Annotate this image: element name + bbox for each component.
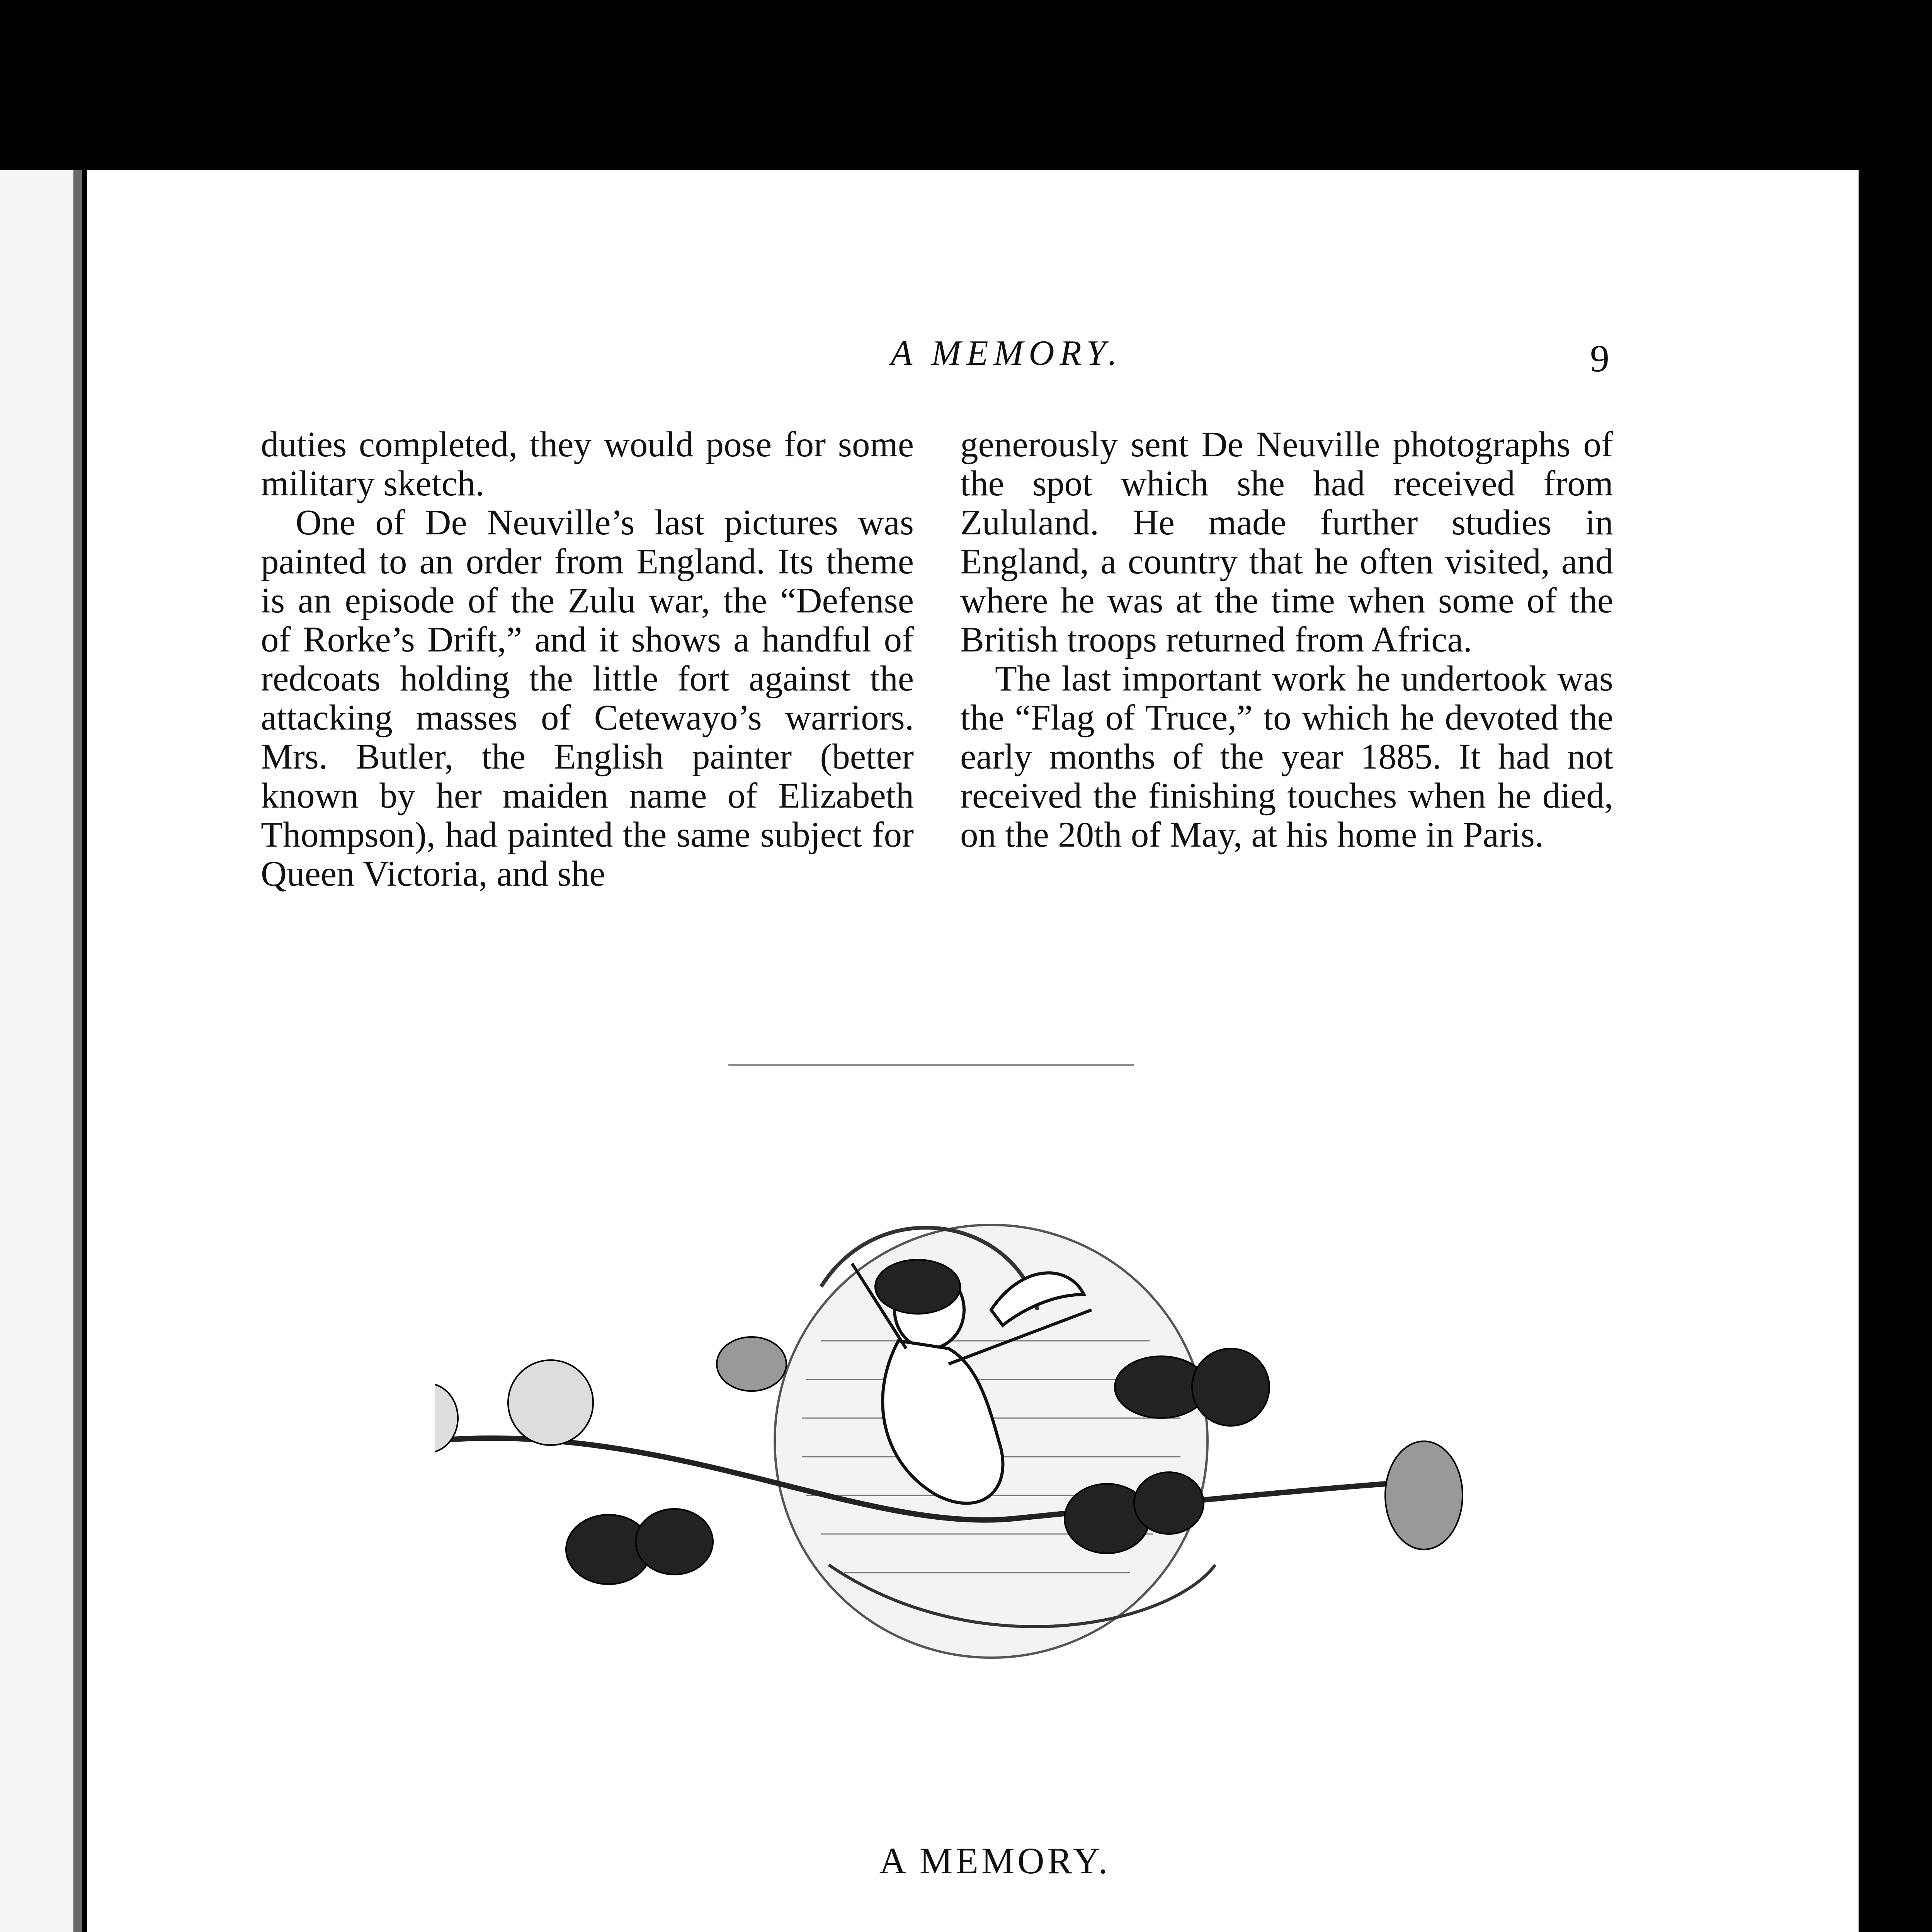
running-head: A MEMORY.	[891, 333, 1122, 372]
poem-line	[325, 1928, 981, 1932]
article-right-column	[960, 425, 1613, 854]
facing-page-edge	[0, 170, 82, 1932]
book-page	[87, 170, 1859, 1932]
article-paragraph: generously sent De Neuville photographs of the spot which she had received from Zululand. He made further studies in England, a country that he often visited, and where he was at the time when some of the British troops returned from Africa.	[960, 425, 1613, 660]
article-paragraph: One of De Neuville’s last pictures was painted to an order from England. Its theme is an episode of the Zulu war, the “Defense of Rorke’s Drift,” and it shows a handful of redcoats holding the little fort against the attacking masses of Cetewayo’s warriors. Mrs. Butler, the English painter (better known by her maiden name of Elizabeth Thompson), had painted the same subject for Queen Victoria, and she	[261, 503, 914, 894]
article-paragraph: duties completed, they would pose for some military sketch.	[261, 425, 914, 503]
cupid-vignette-icon	[435, 1148, 1517, 1797]
poem-stanza	[325, 1928, 981, 1932]
poem-line	[1024, 1928, 1681, 1932]
poem-left-column	[325, 1928, 981, 1932]
poem-title: A MEMORY.	[879, 1840, 1111, 1881]
section-divider	[728, 1064, 1134, 1066]
poem-right-column	[1024, 1928, 1681, 1932]
poem-stanza	[1024, 1928, 1681, 1932]
page-number: 9	[1590, 337, 1609, 380]
article-left-column	[261, 425, 914, 893]
article-paragraph: The last important work he undertook was the “Flag of Truce,” to which he devoted the early months of the year 1885. It had not received the finishing touches when he died, on the 20th of May, at his home in Paris.	[960, 659, 1613, 855]
